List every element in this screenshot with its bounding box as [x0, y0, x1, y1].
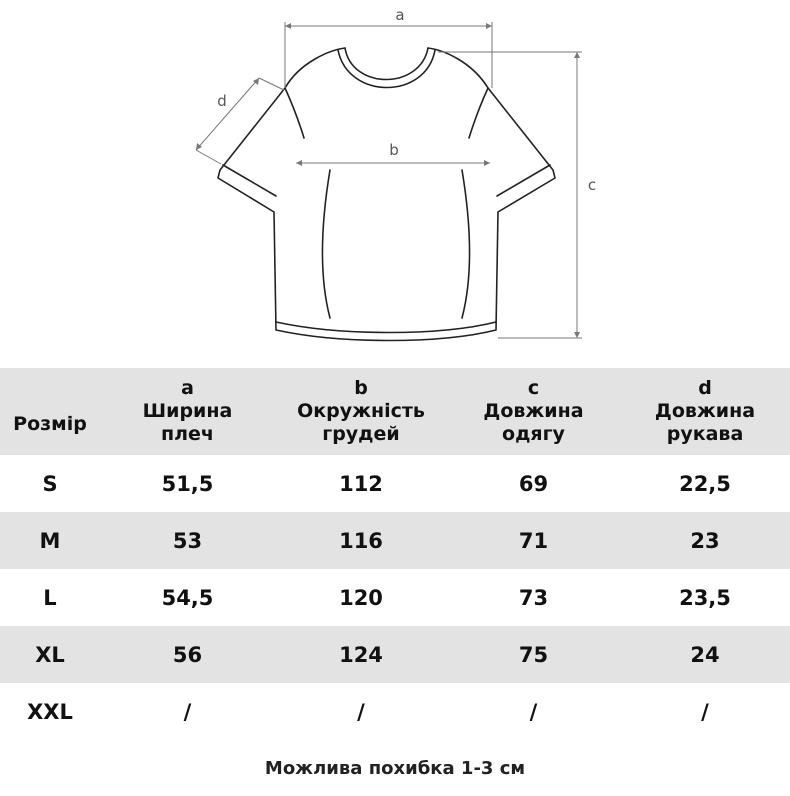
- size-cell: XXL: [27, 699, 73, 724]
- header-length: c Довжина одягу: [483, 377, 584, 445]
- value-cell: 54,5: [161, 585, 214, 610]
- size-cell: S: [42, 471, 58, 496]
- label-c: c: [587, 176, 597, 194]
- header-sleeve: d Довжина рукава: [654, 377, 756, 445]
- size-cell: XL: [35, 642, 65, 667]
- tshirt-measurement-diagram: [0, 0, 790, 360]
- value-cell: 112: [339, 471, 383, 496]
- value-cell: 71: [518, 528, 549, 553]
- size-cell: L: [43, 585, 57, 610]
- value-cell: /: [529, 699, 538, 724]
- table-row: [0, 455, 790, 512]
- label-d: d: [217, 92, 227, 110]
- value-cell: 56: [172, 642, 203, 667]
- value-cell: 24: [690, 642, 720, 667]
- header-size: Розмір: [13, 413, 87, 435]
- header-shoulder-width: a Ширина плеч: [142, 377, 233, 445]
- table-row: [0, 512, 790, 569]
- table-row: [0, 683, 790, 740]
- value-cell: 23: [690, 528, 720, 553]
- label-b: b: [389, 141, 399, 159]
- value-cell: 22,5: [679, 471, 731, 496]
- value-cell: 23,5: [679, 585, 731, 610]
- header-chest: b Окружність грудей: [297, 377, 425, 445]
- value-cell: /: [183, 699, 192, 724]
- value-cell: /: [701, 699, 709, 724]
- label-a: a: [395, 6, 405, 24]
- size-cell: M: [39, 528, 61, 553]
- value-cell: 124: [339, 642, 383, 667]
- table-header-row: [0, 368, 790, 455]
- value-cell: /: [357, 699, 365, 724]
- tolerance-note: Можлива похибка 1-3 см: [264, 758, 526, 779]
- value-cell: 69: [518, 471, 549, 496]
- value-cell: 51,5: [161, 471, 214, 496]
- value-cell: 116: [339, 528, 383, 553]
- table-row: [0, 569, 790, 626]
- table-row: [0, 626, 790, 683]
- value-cell: 75: [518, 642, 549, 667]
- tshirt-outline: [218, 48, 555, 341]
- value-cell: 53: [172, 528, 203, 553]
- value-cell: 73: [518, 585, 549, 610]
- size-chart-table: [0, 368, 790, 740]
- value-cell: 120: [339, 585, 383, 610]
